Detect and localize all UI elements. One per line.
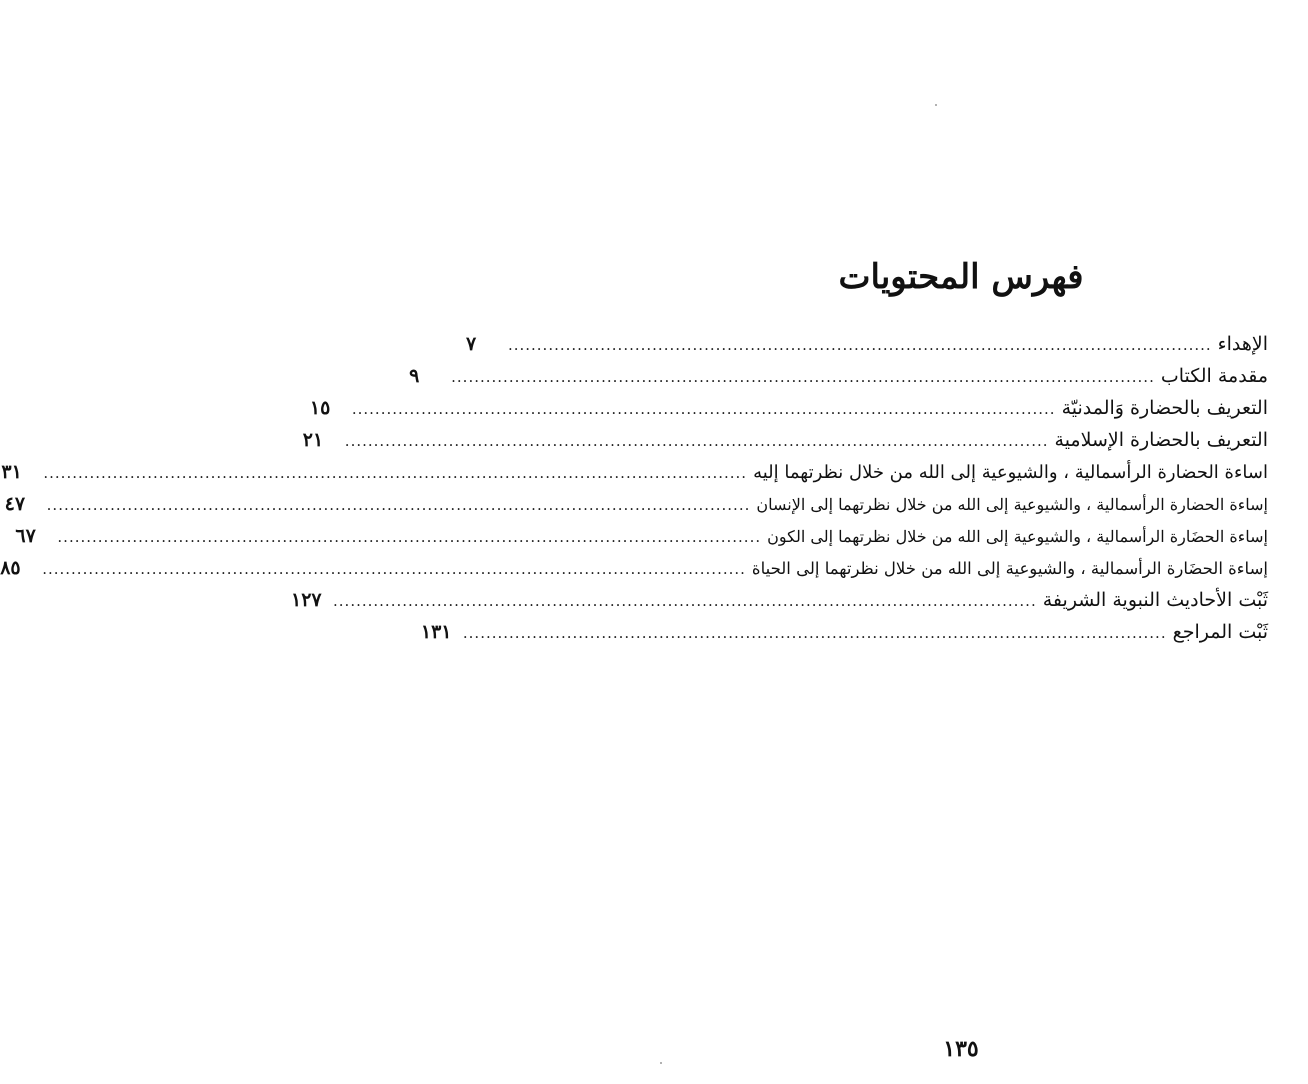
toc-entry [0,552,1268,584]
toc-entry [420,616,1268,648]
page-title: فهرس المحتويات [838,256,1084,297]
toc-entry [465,328,1268,360]
toc-entry-page: ١٥ [309,397,331,419]
toc-entry-title: إساءة الحضَارة الرأسمالية ، والشيوعية إلى الله من خلال نظرتهما إلى الكون [767,527,1268,546]
toc-entry-title: إساءة الحضَارة الرأسمالية ، والشيوعية إلى الله من خلال نظرتهما إلى الحياة [751,559,1268,578]
toc-entry-title: اساءة الحضارة الرأسمالية ، والشيوعية إلى الله من خلال نظرتهما إليه [753,462,1268,483]
paper-speck [935,104,937,106]
toc-entry-page: ٤٧ [4,493,26,515]
dot-leader: .......................................................................................................................... [451,368,1155,386]
toc-entry-title: ثَبْت المراجع [1172,621,1268,643]
dot-leader: .......................................................................................................................... [42,560,746,578]
toc-entry-page: ٨٥ [0,557,21,579]
toc-entry-page: ٧ [465,333,477,355]
toc-entry [302,424,1268,456]
toc-entry [15,520,1268,552]
toc-entry [309,392,1268,424]
toc-entry [4,488,1268,520]
toc-entry-title: التعريف بالحضارة الإسلامية [1054,429,1268,451]
dot-leader: .......................................................................................................................... [351,400,1056,418]
toc-entry [1,456,1268,488]
toc-entry [409,360,1268,392]
toc-entry-title: التعريف بالحضارة وَالمدنيّة [1061,397,1268,419]
toc-entry-title: إساءة الحضارة الرأسمالية ، والشيوعية إلى الله من خلال نظرتهما إلى الإنسان [756,495,1268,514]
toc-entry-page: ٦٧ [15,525,36,547]
toc-entry-page: ٩ [409,365,420,387]
toc-entry-page: ١٢٧ [291,589,322,611]
toc-entry-title: الإهداء [1217,333,1268,355]
dot-leader: .......................................................................................................................... [57,528,762,546]
dot-leader: .......................................................................................................................... [507,336,1212,354]
toc-entry-page: ١٣١ [420,621,452,643]
table-of-contents [0,328,1268,648]
toc-entry-title: مقدمة الكتاب [1160,365,1268,387]
dot-leader: .......................................................................................................................... [46,496,751,514]
dot-leader: .......................................................................................................................... [43,464,748,482]
page-number: ١٣٥ [943,1036,979,1062]
toc-entry [291,584,1268,616]
dot-leader: .......................................................................................................................... [462,624,1167,642]
dot-leader: .......................................................................................................................... [344,432,1049,450]
toc-entry-title: ثَبْت الأحاديث النبوية الشريفة [1042,589,1268,611]
toc-entry-page: ٢١ [302,429,324,451]
dot-leader: .......................................................................................................................... [333,592,1037,610]
toc-entry-page: ٣١ [1,461,22,483]
